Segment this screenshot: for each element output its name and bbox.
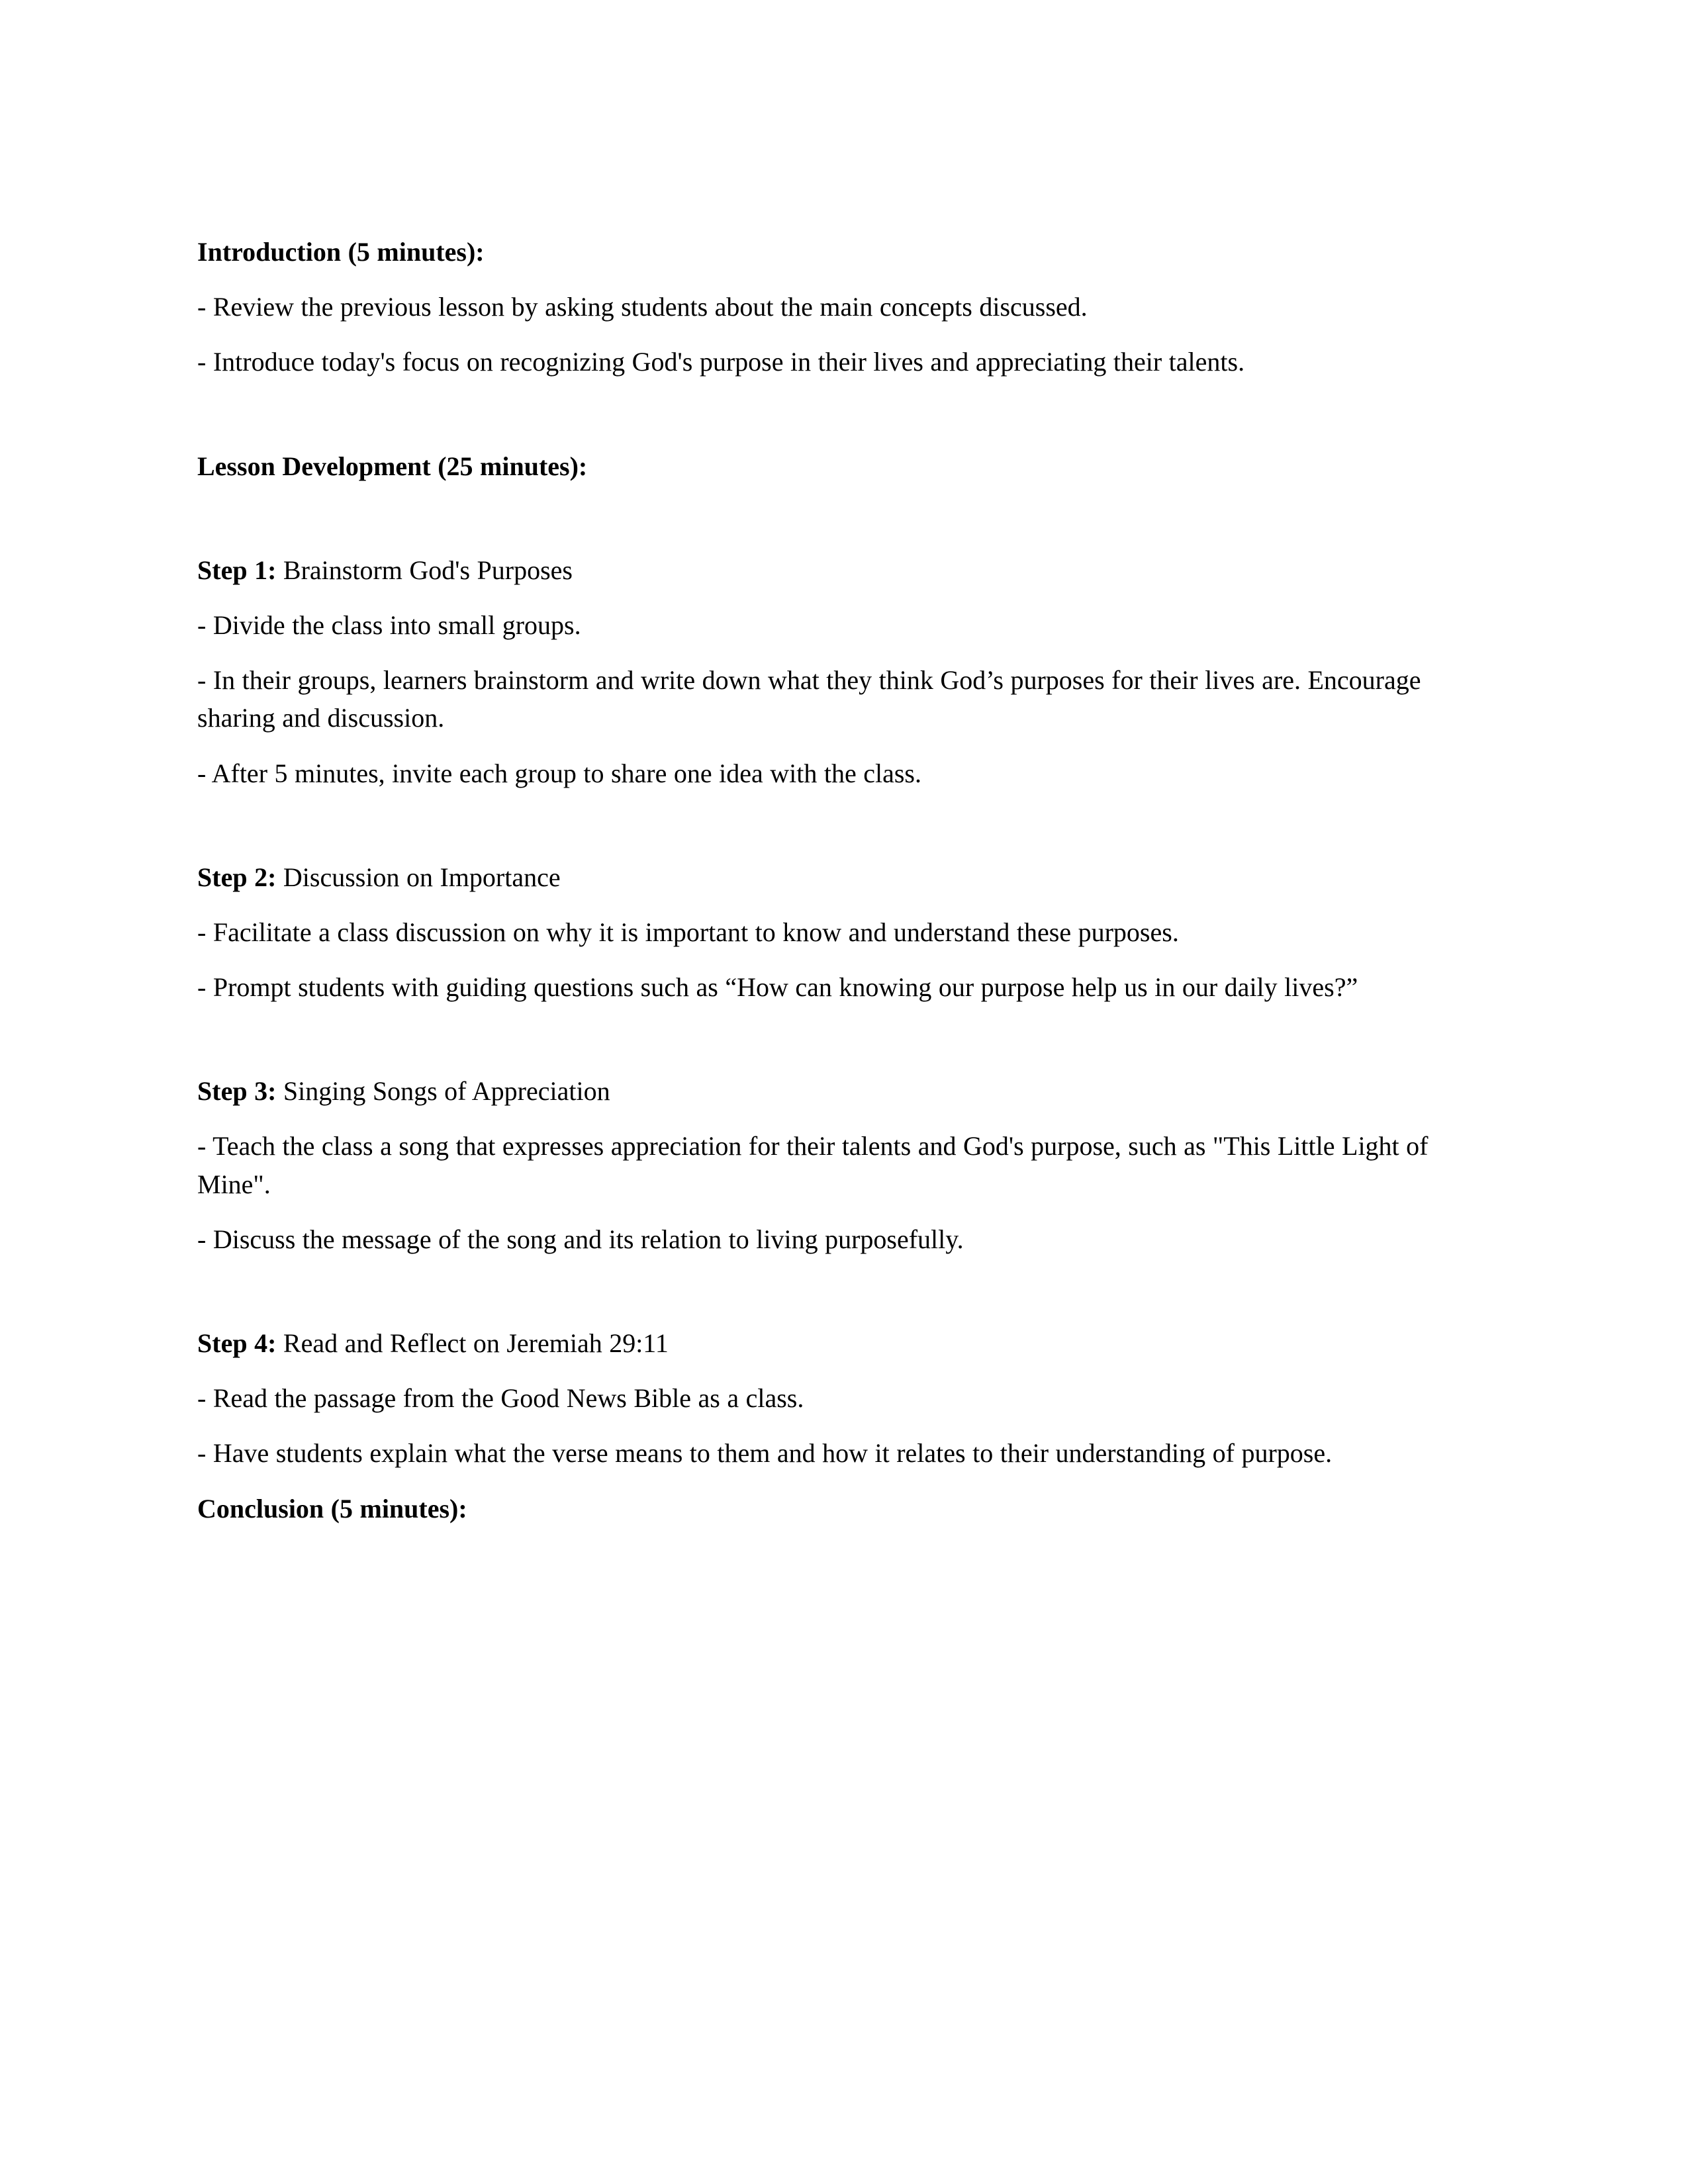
paragraph-step2-prompt: - Prompt students with guiding questions such as “How can knowing our purpose help us in our daily lives?” (197, 972, 1358, 1003)
step-heading-4 (197, 1324, 1489, 1362)
section-heading-introduction: Introduction (5 minutes): (197, 237, 485, 267)
section-spacer-5 (197, 1275, 1489, 1324)
step-title-1: Brainstorm God's Purposes (276, 555, 573, 585)
section-heading-conclusion: Conclusion (5 minutes): (197, 1493, 467, 1524)
step-heading-3 (197, 1072, 1489, 1110)
section-spacer-3 (197, 809, 1489, 858)
paragraph-step3-teach-song: - Teach the class a song that expresses appreciation for their talents and God's purpose, such as "This Little Light of Mine". (197, 1131, 1429, 1199)
section-heading-lesson-development: Lesson Development (25 minutes): (197, 451, 588, 481)
step-heading-2 (197, 858, 1489, 896)
step-title-4: Read and Reflect on Jeremiah 29:11 (276, 1328, 669, 1358)
paragraph-intro-focus: - Introduce today's focus on recognizing God's purpose in their lives and appreciating their talents. (197, 347, 1245, 377)
step-heading-1 (197, 551, 1489, 589)
step-title-3: Singing Songs of Appreciation (276, 1076, 610, 1107)
step-title-2: Discussion on Importance (276, 862, 561, 892)
section-spacer-4 (197, 1023, 1489, 1072)
paragraph-step4-explain-verse: - Have students explain what the verse means to them and how it relates to their understanding of purpose. (197, 1438, 1333, 1469)
step-label-3: Step 3: (197, 1076, 277, 1107)
paragraph-step4-read-passage: - Read the passage from the Good News Bible as a class. (197, 1383, 804, 1414)
section-spacer-2 (197, 502, 1489, 551)
section-spacer-1 (197, 398, 1489, 447)
step-label-1: Step 1: (197, 555, 277, 585)
paragraph-step1-divide: - Divide the class into small groups. (197, 610, 581, 640)
document-body (197, 233, 1489, 1545)
paragraph-step1-share: - After 5 minutes, invite each group to share one idea with the class. (197, 758, 921, 788)
paragraph-step1-brainstorm: - In their groups, learners brainstorm and write down what they think God’s purposes for their lives are. Encourage sharing and discussion. (197, 665, 1421, 733)
step-label-4: Step 4: (197, 1328, 277, 1358)
step-label-2: Step 2: (197, 862, 277, 892)
paragraph-intro-review: - Review the previous lesson by asking students about the main concepts discussed. (197, 292, 1088, 322)
paragraph-step2-facilitate: - Facilitate a class discussion on why it is important to know and understand these purposes. (197, 917, 1179, 947)
paragraph-step3-discuss-message: - Discuss the message of the song and its relation to living purposefully. (197, 1224, 964, 1254)
